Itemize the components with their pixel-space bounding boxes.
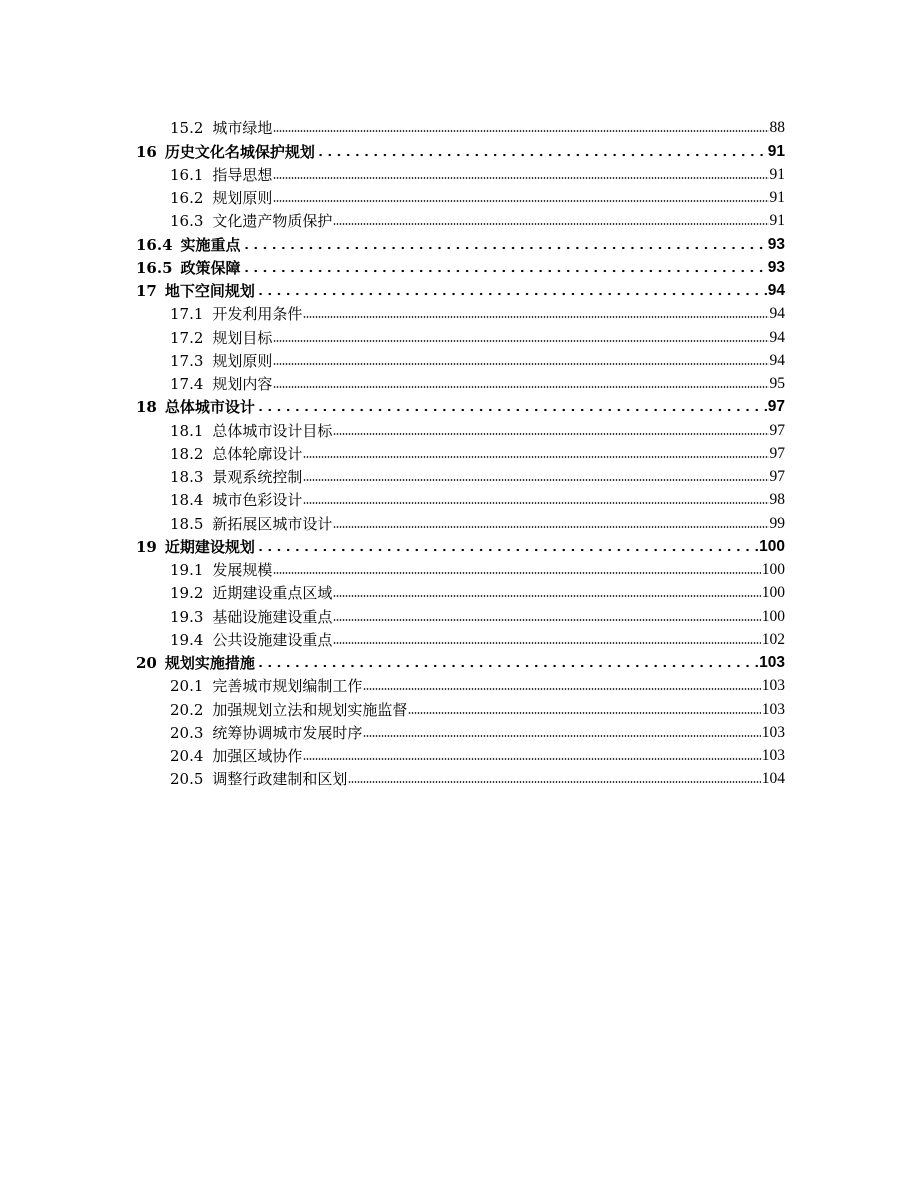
toc-entry-title: 开发利用条件 [212,305,303,324]
dot-leader [363,687,760,691]
toc-entry[interactable] [136,464,785,487]
toc-entry-number: 16.5 [136,258,173,277]
toc-entry[interactable] [136,743,785,766]
toc-entry[interactable] [136,534,785,557]
toc-entry[interactable] [136,557,785,580]
toc-entry-number: 20.1 [170,677,204,696]
toc-entry[interactable] [136,696,785,719]
toc-entry-title: 实施重点 [180,235,241,254]
toc-entry-title: 总体城市设计 [164,398,255,417]
toc-entry-number: 19.4 [170,630,204,649]
toc-entry-page: 94 [769,305,785,323]
dot-leader [273,129,768,133]
dot-leader [333,525,768,529]
toc-entry-page: 103 [761,747,785,764]
toc-entry-page: 102 [761,630,785,648]
toc-entry-title: 规划实施措施 [164,654,255,672]
toc-entry[interactable] [136,510,785,533]
toc-entry[interactable] [136,324,785,347]
dot-leader [303,315,768,319]
dot-leader [303,478,768,482]
toc-entry-title: 公共设施建设重点 [212,630,333,649]
toc-entry[interactable] [136,417,785,440]
toc-entry-title: 指导思想 [212,165,273,184]
toc-entry-page: 99 [769,514,785,532]
toc-entry-page: 103 [761,677,785,695]
toc-entry-number: 18.3 [170,468,204,486]
dot-leader [363,734,760,738]
toc-entry-title: 规划原则 [212,351,273,370]
toc-entry-number: 17 [136,282,157,300]
toc-entry-page: 100 [761,561,785,578]
toc-entry-title: 规划原则 [212,189,273,207]
toc-entry-number: 17.1 [170,305,204,324]
toc-entry-title: 总体城市设计目标 [212,421,333,440]
dot-leader [273,385,768,389]
toc-entry[interactable] [136,394,785,417]
toc-entry-number: 16.2 [170,189,204,207]
toc-entry-number: 18.2 [170,444,204,463]
toc-entry[interactable] [136,255,785,278]
dot-leader [303,501,768,505]
toc-entry[interactable] [136,348,785,371]
toc-entry-page: 100 [759,537,785,555]
dot-leader [333,618,760,622]
toc-entry-title: 政策保障 [180,258,241,277]
toc-entry-title: 文化遗产物质保护 [212,212,333,231]
toc-entry[interactable] [136,371,785,394]
toc-entry-title: 景观系统控制 [212,468,303,486]
toc-entry-title: 规划内容 [212,375,273,393]
toc-entry-page: 91 [769,212,785,230]
toc-entry-number: 16.1 [170,165,204,184]
dot-leader [273,362,768,366]
toc-entry-page: 93 [767,258,785,276]
toc-entry-page: 93 [767,235,785,253]
toc-entry[interactable] [136,301,785,324]
toc-entry-title: 发展规模 [212,561,273,579]
toc-entry-number: 20.2 [170,700,204,719]
dot-leader [273,339,768,343]
toc-entry[interactable] [136,441,785,464]
toc-entry[interactable] [136,278,785,301]
toc-entry-page: 97 [769,444,785,462]
dot-leader [256,664,758,668]
toc-entry-number: 20.4 [170,747,204,765]
dot-leader [303,455,768,459]
toc-entry-page: 103 [761,723,785,741]
dot-leader [256,292,767,296]
toc-entry-page: 97 [767,398,785,416]
toc-entry-number: 15.2 [170,119,204,138]
toc-entry-title: 调整行政建制和区划 [212,770,348,789]
dot-leader [242,269,767,273]
toc-entry[interactable] [136,766,785,789]
toc-entry[interactable] [136,185,785,208]
toc-entry-number: 19.3 [170,607,204,626]
toc-entry-number: 20.3 [170,723,204,742]
dot-leader [408,711,760,715]
toc-entry-number: 16.3 [170,212,204,231]
toc-entry-number: 20 [136,654,157,672]
toc-entry-number: 18 [136,398,157,417]
toc-entry[interactable] [136,487,785,510]
toc-entry[interactable] [136,115,785,138]
dot-leader [316,153,767,157]
toc-entry-number: 16.4 [136,235,173,254]
dot-leader [333,641,760,645]
toc-entry[interactable] [136,603,785,626]
toc-entry-title: 城市绿地 [212,119,273,138]
table-of-contents [136,115,785,789]
toc-entry-page: 94 [769,328,785,346]
toc-entry-number: 18.4 [170,491,204,510]
toc-entry-title: 基础设施建设重点 [212,607,333,626]
dot-leader [333,222,768,226]
toc-entry[interactable] [136,162,785,185]
toc-entry[interactable] [136,208,785,231]
dot-leader [303,757,760,761]
toc-entry-page: 91 [767,142,785,160]
toc-entry-title: 地下空间规划 [164,282,255,300]
toc-entry-number: 17.2 [170,328,204,347]
toc-entry-page: 94 [767,282,785,299]
toc-entry-number: 18.5 [170,514,204,533]
toc-entry[interactable] [136,231,785,254]
toc-entry-page: 103 [761,700,785,718]
toc-entry[interactable] [136,138,785,161]
toc-entry-page: 95 [769,375,785,392]
toc-entry[interactable] [136,673,785,696]
toc-entry-page: 100 [761,607,785,625]
dot-leader [273,571,760,575]
toc-entry-page: 103 [759,654,785,671]
toc-entry-title: 统筹协调城市发展时序 [212,723,363,742]
toc-entry-title: 完善城市规划编制工作 [212,677,363,696]
toc-entry-page: 104 [761,770,785,788]
toc-entry-title: 历史文化名城保护规划 [164,142,315,161]
toc-entry-title: 总体轮廓设计 [212,444,303,463]
dot-leader [333,432,768,436]
toc-entry-number: 19 [136,537,157,556]
toc-entry-title: 城市色彩设计 [212,491,303,510]
toc-entry-page: 98 [769,491,785,509]
toc-entry-page: 88 [769,119,785,137]
toc-entry-number: 19.2 [170,584,204,603]
toc-entry[interactable] [136,650,785,673]
toc-entry[interactable] [136,580,785,603]
toc-entry-page: 97 [769,468,785,485]
dot-leader [256,548,758,552]
toc-entry[interactable] [136,720,785,743]
dot-leader [256,408,767,412]
toc-entry[interactable] [136,627,785,650]
toc-entry-title: 近期建设重点区域 [212,584,333,603]
toc-entry-number: 17.3 [170,351,204,370]
toc-entry-number: 17.4 [170,375,204,393]
toc-entry-title: 新拓展区城市设计 [212,514,333,533]
toc-entry-number: 16 [136,142,157,161]
toc-entry-title: 加强规划立法和规划实施监督 [212,700,408,719]
dot-leader [348,780,760,784]
toc-entry-title: 加强区域协作 [212,747,303,765]
toc-entry-page: 100 [761,584,785,602]
toc-entry-page: 94 [769,351,785,369]
toc-entry-page: 91 [769,165,785,183]
dot-leader [333,594,760,598]
toc-entry-page: 97 [769,421,785,439]
toc-entry-title: 规划目标 [212,328,273,347]
dot-leader [273,199,768,203]
toc-entry-number: 19.1 [170,561,204,579]
toc-entry-page: 91 [769,189,785,206]
toc-entry-number: 18.1 [170,421,204,440]
dot-leader [273,176,768,180]
toc-entry-title: 近期建设规划 [164,537,255,556]
toc-entry-number: 20.5 [170,770,204,789]
dot-leader [242,246,767,250]
